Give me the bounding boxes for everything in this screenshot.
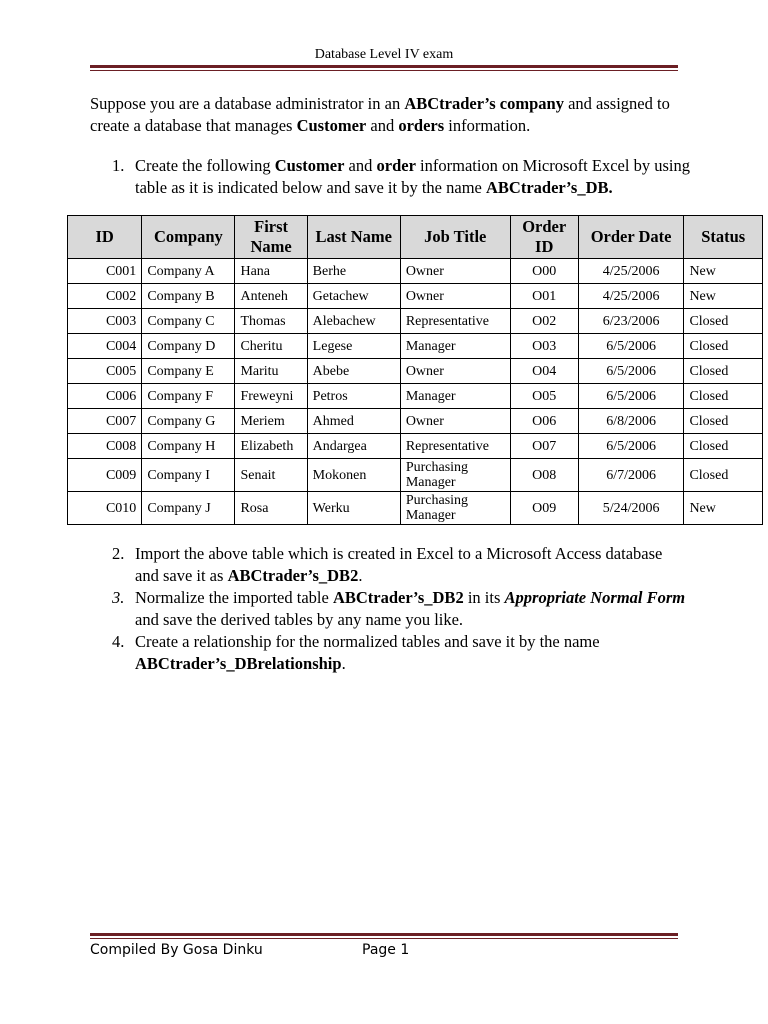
cell-first-name: Hana bbox=[235, 259, 307, 284]
col-header-status: Status bbox=[684, 216, 763, 259]
document-body bbox=[90, 93, 746, 675]
cell-last-name: Berhe bbox=[307, 259, 400, 284]
cell-order-date: 6/8/2006 bbox=[578, 409, 684, 434]
cell-order-id: O07 bbox=[510, 434, 578, 459]
cell-first-name: Meriem bbox=[235, 409, 307, 434]
cell-id: C002 bbox=[68, 284, 142, 309]
cell-job-title: Owner bbox=[400, 409, 510, 434]
cell-order-date: 6/5/2006 bbox=[578, 359, 684, 384]
cell-order-id: O00 bbox=[510, 259, 578, 284]
table-header-row bbox=[68, 216, 763, 259]
cell-first-name: Thomas bbox=[235, 309, 307, 334]
cell-company: Company D bbox=[142, 334, 235, 359]
cell-first-name: Freweyni bbox=[235, 384, 307, 409]
cell-first-name: Maritu bbox=[235, 359, 307, 384]
cell-id: C004 bbox=[68, 334, 142, 359]
cell-company: Company A bbox=[142, 259, 235, 284]
table-row bbox=[68, 284, 763, 309]
cell-last-name: Petros bbox=[307, 384, 400, 409]
cell-last-name: Andargea bbox=[307, 434, 400, 459]
cell-job-title: Representative bbox=[400, 309, 510, 334]
step-2: 2. Import the above table which is created in Excel to a Microsoft Access database and save it as ABCtrader’s_DB2. bbox=[112, 544, 663, 585]
cell-order-date: 4/25/2006 bbox=[578, 259, 684, 284]
table-row bbox=[68, 259, 763, 284]
cell-id: C005 bbox=[68, 359, 142, 384]
col-header-order-date: Order Date bbox=[578, 216, 684, 259]
cell-order-date: 6/5/2006 bbox=[578, 334, 684, 359]
cell-status: Closed bbox=[684, 384, 763, 409]
cell-order-id: O01 bbox=[510, 284, 578, 309]
step-1: 1. Create the following Customer and order information on Microsoft Excel by using table as it is indicated below and save it by the name ABCtrader’s_DB. bbox=[112, 156, 690, 197]
cell-company: Company B bbox=[142, 284, 235, 309]
cell-order-date: 6/23/2006 bbox=[578, 309, 684, 334]
cell-id: C003 bbox=[68, 309, 142, 334]
page-header: Database Level IV exam bbox=[314, 47, 454, 62]
cell-last-name: Ahmed bbox=[307, 409, 400, 434]
cell-order-date: 5/24/2006 bbox=[578, 492, 684, 525]
cell-first-name: Senait bbox=[235, 459, 307, 492]
cell-last-name: Abebe bbox=[307, 359, 400, 384]
cell-company: Company E bbox=[142, 359, 235, 384]
table-row bbox=[68, 384, 763, 409]
cell-company: Company H bbox=[142, 434, 235, 459]
cell-status: Closed bbox=[684, 359, 763, 384]
col-header-last-name: Last Name bbox=[307, 216, 400, 259]
cell-order-id: O08 bbox=[510, 459, 578, 492]
cell-job-title: Manager bbox=[400, 334, 510, 359]
cell-last-name: Alebachew bbox=[307, 309, 400, 334]
cell-job-title: Owner bbox=[400, 284, 510, 309]
cell-status: Closed bbox=[684, 334, 763, 359]
cell-company: Company F bbox=[142, 384, 235, 409]
cell-status: New bbox=[684, 284, 763, 309]
cell-last-name: Werku bbox=[307, 492, 400, 525]
steps-list bbox=[90, 155, 690, 199]
table-row bbox=[68, 334, 763, 359]
col-header-company: Company bbox=[142, 216, 235, 259]
cell-status: Closed bbox=[684, 409, 763, 434]
footer-page-number: Page 1 bbox=[362, 942, 410, 958]
customer-order-table bbox=[67, 215, 763, 525]
table-row bbox=[68, 309, 763, 334]
step-4: 4. Create a relationship for the normalized tables and save it by the name ABCtrader’s_DBrelationship. bbox=[112, 632, 600, 673]
cell-order-id: O03 bbox=[510, 334, 578, 359]
col-header-job-title: Job Title bbox=[400, 216, 510, 259]
cell-order-date: 4/25/2006 bbox=[578, 284, 684, 309]
cell-job-title: Owner bbox=[400, 259, 510, 284]
table-row bbox=[68, 459, 763, 492]
cell-id: C009 bbox=[68, 459, 142, 492]
cell-order-date: 6/5/2006 bbox=[578, 434, 684, 459]
cell-company: Company G bbox=[142, 409, 235, 434]
cell-id: C001 bbox=[68, 259, 142, 284]
cell-order-date: 6/5/2006 bbox=[578, 384, 684, 409]
cell-order-id: O06 bbox=[510, 409, 578, 434]
cell-id: C008 bbox=[68, 434, 142, 459]
table-row bbox=[68, 409, 763, 434]
cell-status: New bbox=[684, 259, 763, 284]
cell-last-name: Mokonen bbox=[307, 459, 400, 492]
cell-company: Company I bbox=[142, 459, 235, 492]
table-row bbox=[68, 434, 763, 459]
steps-list-continued bbox=[90, 543, 690, 675]
cell-first-name: Rosa bbox=[235, 492, 307, 525]
cell-job-title: Manager bbox=[400, 384, 510, 409]
cell-id: C006 bbox=[68, 384, 142, 409]
col-header-order-id: Order ID bbox=[510, 216, 578, 259]
cell-first-name: Anteneh bbox=[235, 284, 307, 309]
cell-company: Company C bbox=[142, 309, 235, 334]
cell-status: Closed bbox=[684, 434, 763, 459]
cell-last-name: Getachew bbox=[307, 284, 400, 309]
cell-status: New bbox=[684, 492, 763, 525]
cell-order-id: O09 bbox=[510, 492, 578, 525]
cell-last-name: Legese bbox=[307, 334, 400, 359]
footer-author: Compiled By Gosa Dinku bbox=[90, 942, 263, 958]
cell-order-date: 6/7/2006 bbox=[578, 459, 684, 492]
cell-status: Closed bbox=[684, 459, 763, 492]
step-3: 3. Normalize the imported table ABCtrader’s_DB2 in its Appropriate Normal Form and save the derived tables by any name you like. bbox=[112, 588, 686, 629]
cell-job-title: Owner bbox=[400, 359, 510, 384]
cell-order-id: O02 bbox=[510, 309, 578, 334]
table-row bbox=[68, 492, 763, 525]
cell-order-id: O05 bbox=[510, 384, 578, 409]
col-header-first-name: First Name bbox=[235, 216, 307, 259]
col-header-id: ID bbox=[68, 216, 142, 259]
cell-job-title: Purchasing Manager bbox=[400, 459, 510, 492]
header-rule bbox=[90, 65, 678, 71]
cell-job-title: Purchasing Manager bbox=[400, 492, 510, 525]
intro-paragraph: Suppose you are a database administrator in an ABCtrader’s company and assigned to create a database that manages Customer and orders information. bbox=[90, 94, 670, 135]
cell-order-id: O04 bbox=[510, 359, 578, 384]
cell-status: Closed bbox=[684, 309, 763, 334]
cell-first-name: Elizabeth bbox=[235, 434, 307, 459]
cell-id: C007 bbox=[68, 409, 142, 434]
cell-job-title: Representative bbox=[400, 434, 510, 459]
table-row bbox=[68, 359, 763, 384]
cell-id: C010 bbox=[68, 492, 142, 525]
cell-company: Company J bbox=[142, 492, 235, 525]
cell-first-name: Cheritu bbox=[235, 334, 307, 359]
footer-rule bbox=[90, 933, 678, 939]
